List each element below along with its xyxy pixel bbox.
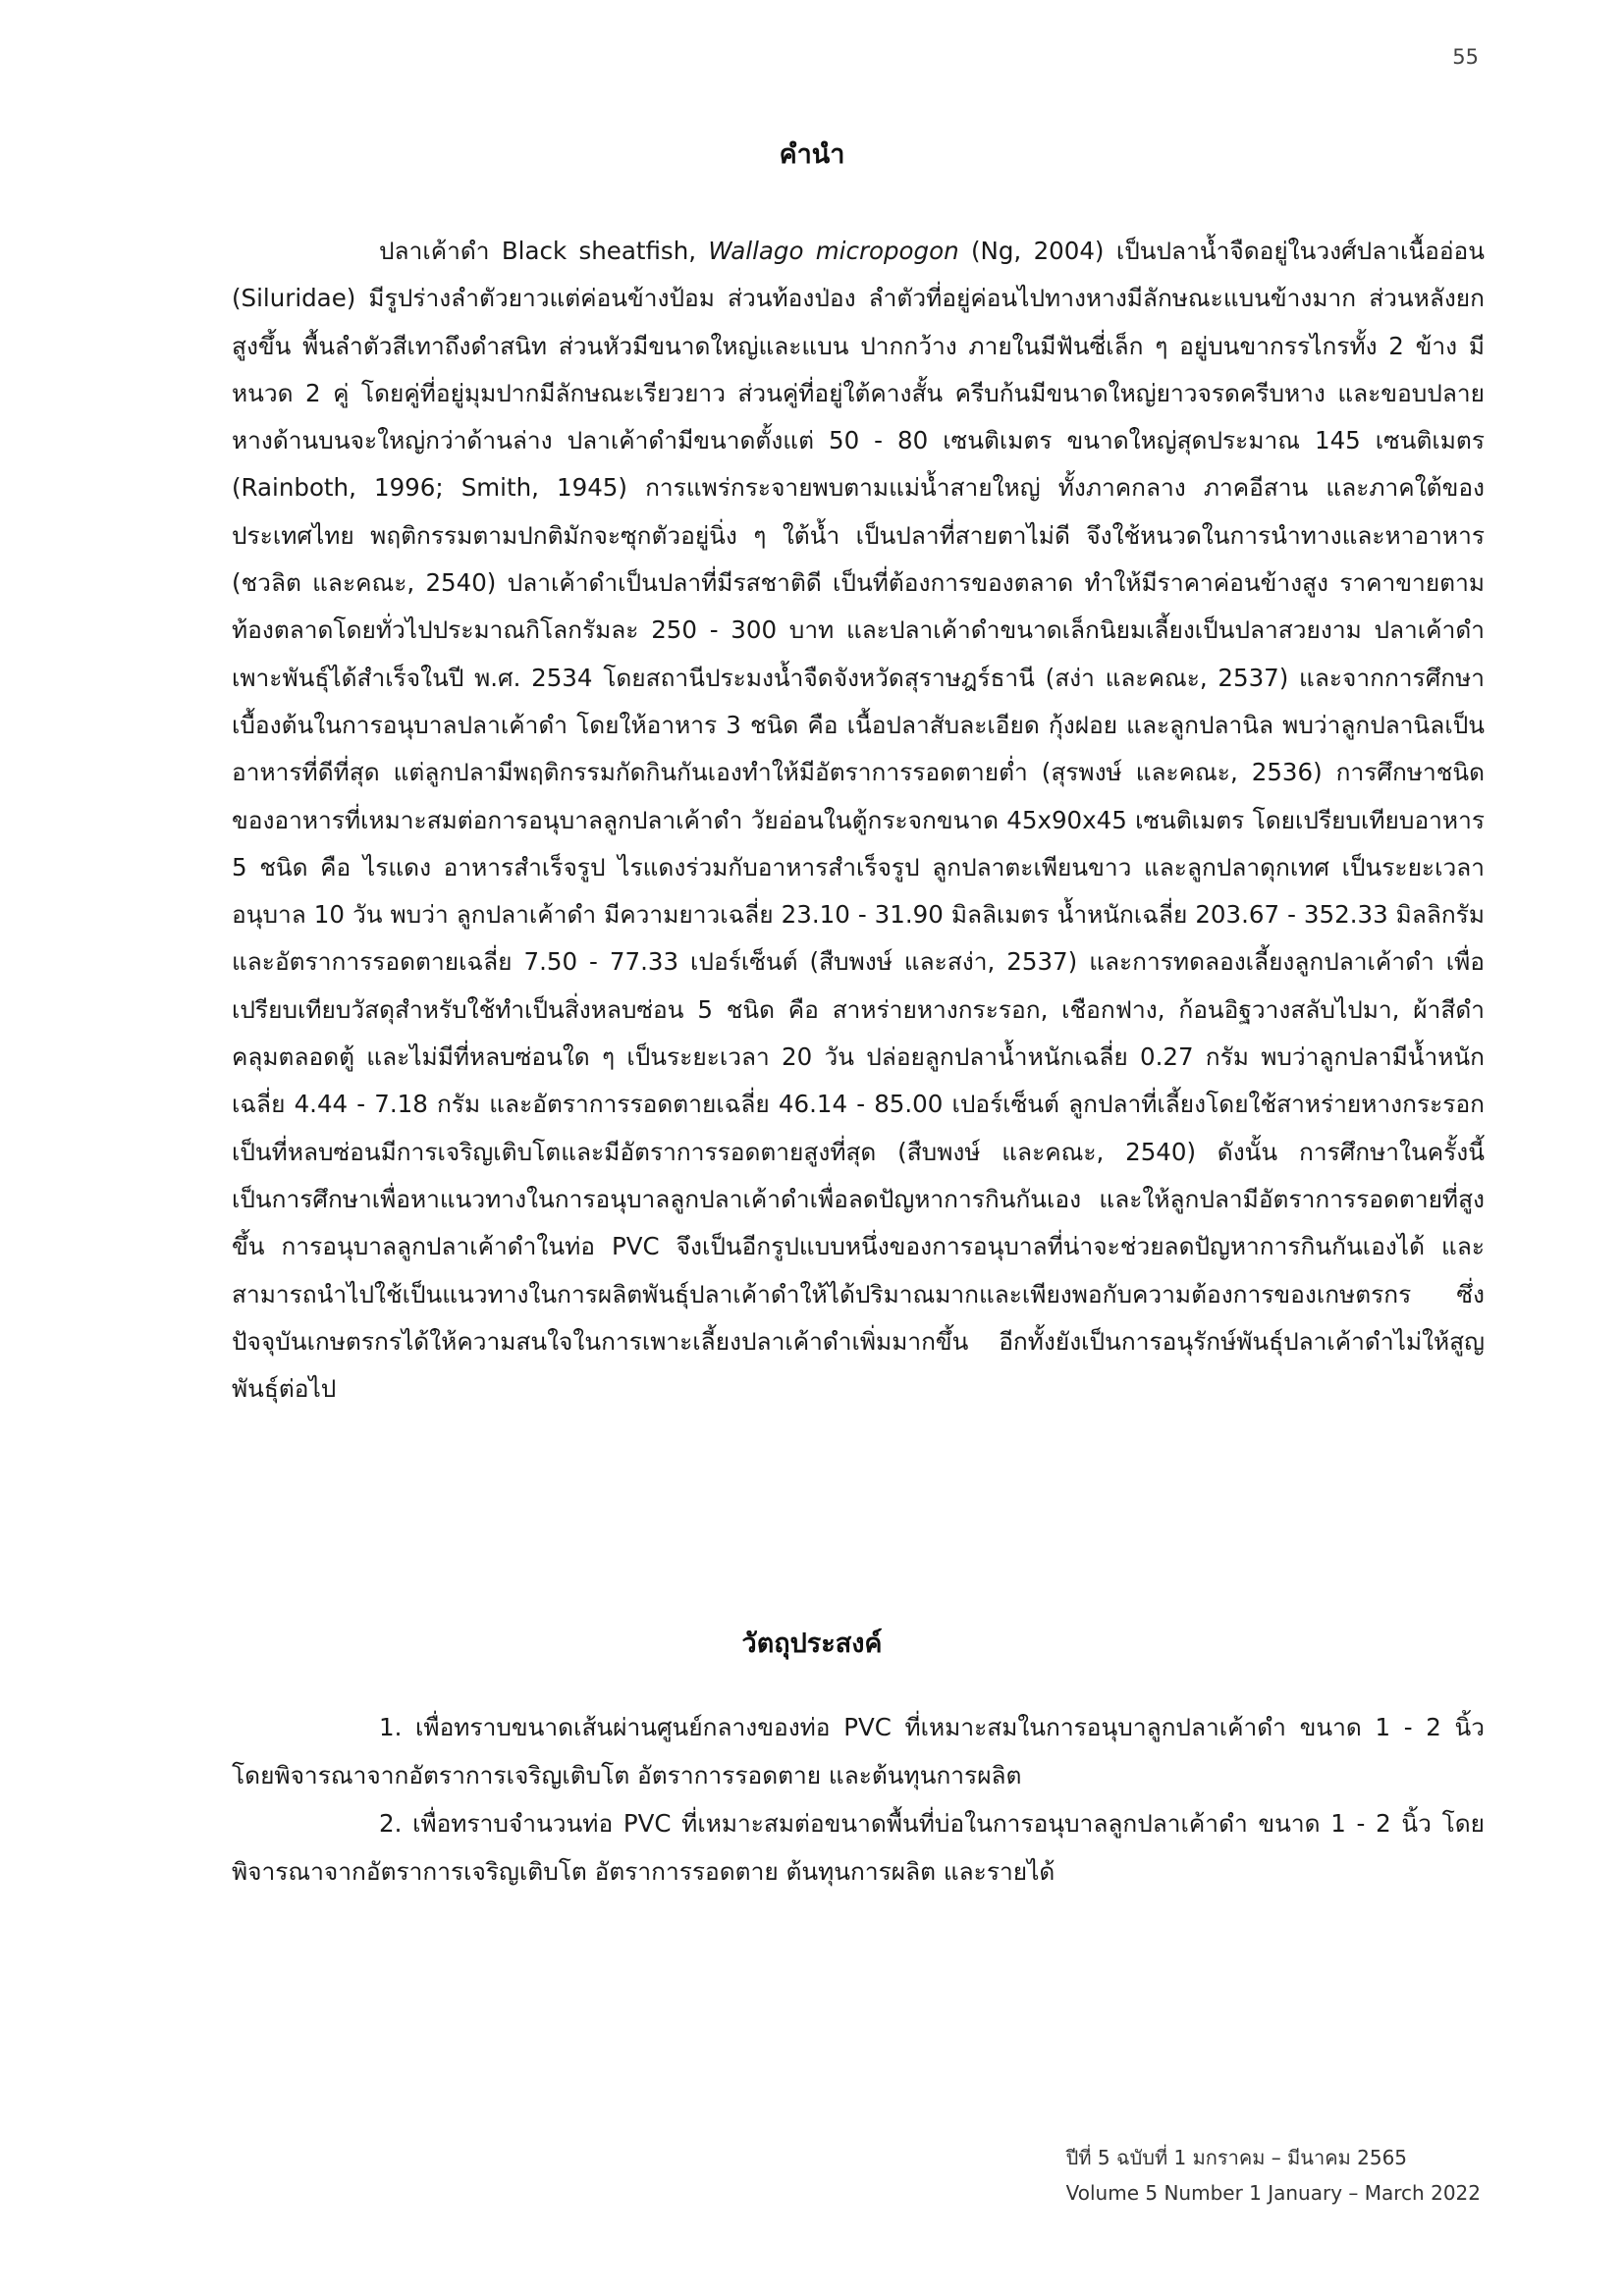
objective-item: 1. เพื่อทราบขนาดเส้นผ่านศูนย์กลางของท่อ PVC ที่เหมาะสมในการอนุบาลูกปลาเค้าดำ ขนาด 1 - 2 นิ้ว โดยพิจารณาจากอัตราการเจริญเติบโต อัตราการรอดตาย และต้นทุนการผลิต: [232, 1713, 1485, 1789]
introduction-heading: คำนำ: [779, 139, 845, 170]
objectives-list: [232, 1703, 1485, 1896]
introduction-body: [232, 228, 1485, 1413]
introduction-paragraph: [232, 228, 1485, 1413]
objective-item: 2. เพื่อทราบจำนวนท่อ PVC ที่เหมาะสมต่อขนาดพื้นที่บ่อในการอนุบาลลูกปลาเค้าดำ ขนาด 1 - 2 นิ้ว โดยพิจารณาจากอัตราการเจริญเติบโต อัตราการรอดตาย ต้นทุนการผลิต และรายได้: [232, 1809, 1485, 1886]
footer-issue-thai: ปีที่ 5 ฉบับที่ 1 มกราคม – มีนาคม 2565: [1065, 2146, 1408, 2169]
journal-footer: [1066, 2140, 1481, 2211]
intro-text-start: ปลาเค้าดำ Black sheatfish,: [379, 237, 709, 265]
objectives-heading: วัตถุประสงค์: [741, 1629, 883, 1659]
intro-text-rest: (Ng, 2004) เป็นปลาน้ำจืดอยู่ในวงศ์ปลาเนื้ออ่อน (Siluridae) มีรูปร่างลำตัวยาวแต่ค่อนข้างป้อม ส่วนท้องป่อง ลำตัวที่อยู่ค่อนไปทางหางมีลักษณะแบนข้างมาก ส่วนหลังยกสูงขึ้น พื้นลำตัวสีเทาถึงดำสนิท ส่วนหัวมีขนาดใหญ่และแบน ปากกว้าง ภายในมีฟันซี่เล็ก ๆ อยู่บนขากรรไกรทั้ง 2 ข้าง มีหนวด 2 คู่ โดยคู่ที่อยู่มุมปากมีลักษณะเรียวยาว ส่วนคู่ที่อยู่ใต้คางสั้น ครีบก้นมีขนาดใหญ่ยาวจรดครีบหาง และขอบปลายหางด้านบนจะใหญ่กว่าด้านล่าง ปลาเค้าดำมีขนาดตั้งแต่ 50 - 80 เซนติเมตร ขนาดใหญ่สุดประมาณ 145 เซนติเมตร (Rainboth, 1996; Smith, 1945) การแพร่กระจายพบตามแม่น้ำสายใหญ่ ทั้งภาคกลาง ภาคอีสาน และภาคใต้ของประเทศไทย พฤติกรรมตามปกติมักจะซุกตัวอยู่นิ่ง ๆ ใต้น้ำ เป็นปลาที่สายตาไม่ดี จึงใช้หนวดในการนำทางและหาอาหาร (ชวลิต และคณะ, 2540) ปลาเค้าดำเป็นปลาที่มีรสชาติดี เป็นที่ต้องการของตลาด ทำให้มีราคาค่อนข้างสูง ราคาขายตามท้องตลาดโดยทั่วไปประมาณกิโลกรัมละ 250 - 300 บาท และปลาเค้าดำขนาดเล็กนิยมเลี้ยงเป็นปลาสวยงาม ปลาเค้าดำเพาะพันธุ์ได้สำเร็จในปี พ.ศ. 2534 โดยสถานีประมงน้ำจืดจังหวัดสุราษฎร์ธานี (สง่า และคณะ, 2537) และจากการศึกษาเบื้องต้นในการอนุบาลปลาเค้าดำ โดยให้อาหาร 3 ชนิด คือ เนื้อปลาสับละเอียด กุ้งฝอย และลูกปลานิล พบว่าลูกปลานิลเป็นอาหารที่ดีที่สุด แต่ลูกปลามีพฤติกรรมกัดกินกันเองทำให้มีอัตราการรอดตายต่ำ (สุรพงษ์ และคณะ, 2536) การศึกษาชนิดของอาหารที่เหมาะสมต่อการอนุบาลลูกปลาเค้าดำ วัยอ่อนในตู้กระจกขนาด 45x90x45 เซนติเมตร โดยเปรียบเทียบอาหาร 5 ชนิด คือ ไรแดง อาหารสำเร็จรูป ไรแดงร่วมกับอาหารสำเร็จรูป ลูกปลาตะเพียนขาว และลูกปลาดุกเทศ เป็นระยะเวลาอนุบาล 10 วัน พบว่า ลูกปลาเค้าดำ มีความยาวเฉลี่ย 23.10 - 31.90 มิลลิเมตร น้ำหนักเฉลี่ย 203.67 - 352.33 มิลลิกรัม และอัตราการรอดตายเฉลี่ย 7.50 - 77.33 เปอร์เซ็นต์ (สืบพงษ์ และสง่า, 2537) และการทดลองเลี้ยงลูกปลาเค้าดำ เพื่อเปรียบเทียบวัสดุสำหรับใช้ทำเป็นสิ่งหลบซ่อน 5 ชนิด คือ สาหร่ายหางกระรอก, เชือกฟาง, ก้อนอิฐวางสลับไปมา, ผ้าสีดำคลุมตลอดตู้ และไม่มีที่หลบซ่อนใด ๆ เป็นระยะเวลา 20 วัน ปล่อยลูกปลาน้ำหนักเฉลี่ย 0.27 กรัม พบว่าลูกปลามีน้ำหนักเฉลี่ย 4.44 - 7.18 กรัม และอัตราการรอดตายเฉลี่ย 46.14 - 85.00 เปอร์เซ็นต์ ลูกปลาที่เลี้ยงโดยใช้สาหร่ายหางกระรอกเป็นที่หลบซ่อนมีการเจริญเติบโตและมีอัตราการรอดตายสูงที่สุด (สืบพงษ์ และคณะ, 2540) ดังนั้น การศึกษาในครั้งนี้เป็นการศึกษาเพื่อหาแนวทางในการอนุบาลลูกปลาเค้าดำเพื่อลดปัญหาการกินกันเอง และให้ลูกปลามีอัตราการรอดตายที่สูงขึ้น การอนุบาลลูกปลาเค้าดำในท่อ PVC จึงเป็นอีกรูปแบบหนึ่งของการอนุบาลที่น่าจะช่วยลดปัญหาการกินกันเองได้ และสามารถนำไปใช้เป็นแนวทางในการผลิตพันธุ์ปลาเค้าดำให้ได้ปริมาณมากและเพียงพอกับความต้องการของเกษตรกร ซึ่งปัจจุบันเกษตรกรได้ให้ความสนใจในการเพาะเลี้ยงปลาเค้าดำเพิ่มมากขึ้น อีกทั้งยังเป็นการอนุรักษ์พันธุ์ปลาเค้าดำไม่ให้สูญพันธุ์ต่อไป: [232, 237, 1485, 1404]
page-number: 55: [1452, 45, 1479, 69]
footer-issue-english: Volume 5 Number 1 January – March 2022: [1065, 2181, 1481, 2205]
species-name: Wallago micropogon: [708, 237, 959, 265]
